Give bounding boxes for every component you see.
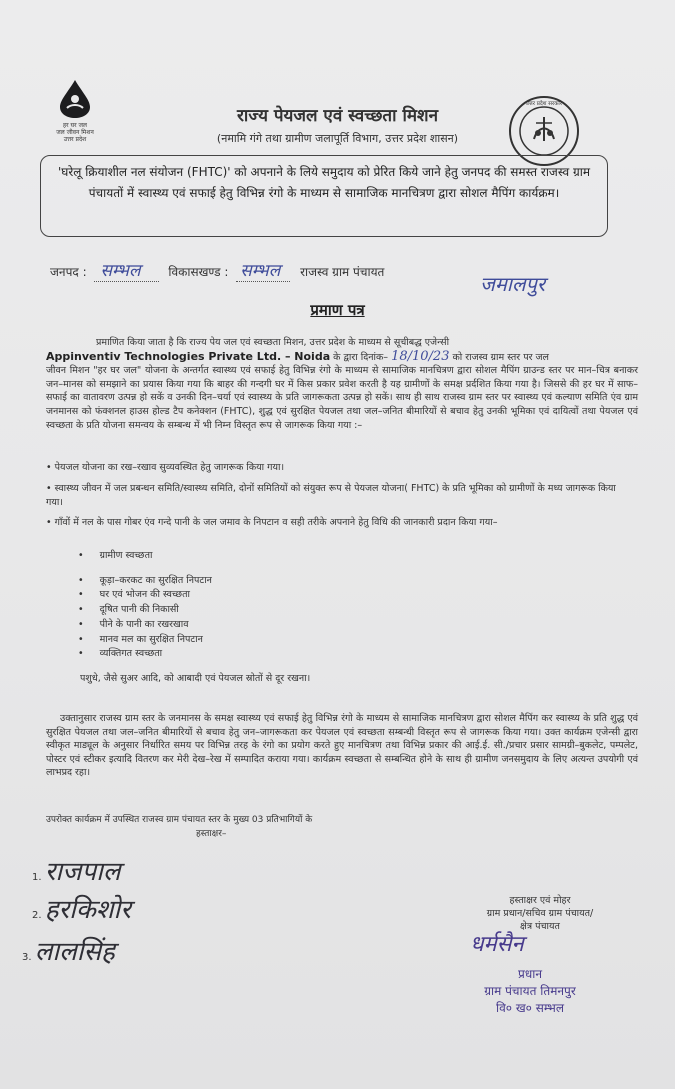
stamp-line-2: ग्राम पंचायत तिमनपुर — [484, 984, 576, 998]
stamp-line-1: प्रधान — [518, 967, 542, 981]
animals-line: पशुधे, जैसे सुअर आदि, को आबादी एवं पेयजल स्रोतों से दूर रखना। — [80, 673, 311, 684]
bullet-3-text: गाँवों में नल के पास गोबर एंव गन्दे पानी के जल जमाव के निपटान व सही तरीके अपनाने हेतु विधि की जानकारी प्रदान किया गया– — [54, 517, 498, 528]
list-item: • व्यक्तिगत स्वच्छता — [78, 647, 212, 662]
program-date: 18/10/23 — [391, 348, 450, 364]
logo-text-3: उत्तर प्रदेश — [63, 136, 87, 143]
janpad-label: जनपद : — [50, 265, 87, 279]
certificate-paragraph-1 — [46, 336, 638, 432]
certificate-title: प्रमाण पत्र — [310, 301, 365, 319]
participants-label-2: हस्ताक्षर– — [196, 829, 227, 839]
participant-3-num: 3. — [22, 952, 32, 963]
para1-line2-rest: को राजस्व ग्राम स्तर पर जल — [452, 351, 549, 363]
participant-3 — [22, 932, 202, 968]
signatory-label-2: ग्राम प्रधान/सचिव ग्राम पंचायत/ — [486, 908, 594, 919]
bullet-2: • स्वास्थ्य जीवन में जल प्रबन्धन समिति/स्वास्थ्य समिति, दोनों समितियों को संयुक्त रूप से पेयजल योजना( FHTC) के प्रति भूमिका को ग्रामीणों के मध्य जागरूक किया गया। — [46, 483, 616, 508]
logo-text-1: हर घर जल — [63, 122, 87, 129]
list-item: • पीने के पानी का रखरखाव — [78, 618, 212, 633]
participant-1 — [32, 852, 192, 888]
participant-1-signature: राजपाल — [44, 857, 121, 887]
header-subtitle: (नमामि गंगे तथा ग्रामीण जलापूर्ति विभाग, उत्तर प्रदेश शासन) — [216, 132, 459, 145]
bullet-1: • पेयजल योजना का रख–रखाव सुव्यवस्थित हेतु जागरूक किया गया। — [46, 462, 285, 473]
seal-text: उत्तर प्रदेश सरकार — [525, 101, 563, 107]
subject-box: 'घरेलू क्रियाशील नल संयोजन (FHTC)' को अपनाने के लिये समुदाय को प्रेरित किये जाने हेतु जनपद की समस्त राजस्व ग्राम पंचायतों में स्वास्थ्य एवं सफाई हेतु विभिन्न रंगो के माध्यम से सामाजिक मानचित्रण द्वारा सोशल मैपिंग कार्यक्रम। — [40, 155, 608, 237]
participant-3-signature: लालसिंह — [34, 937, 115, 967]
signatory-label-1: हस्ताक्षर एवं मोहर — [509, 895, 571, 906]
date-prefix: के द्वारा दिनांक– — [333, 351, 389, 363]
agency-name: Appinventiv Technologies Private Ltd. – Noida — [46, 349, 331, 363]
gram-panchayat-value: जमालपुर — [480, 272, 546, 296]
hygiene-topics-list — [78, 549, 212, 662]
signatory-signature: धर्मसैन — [470, 932, 524, 957]
pradhan-stamp — [440, 966, 620, 1017]
signatory-label-3: क्षेत्र पंचायत — [520, 921, 560, 932]
para1-line2 — [46, 350, 638, 365]
participant-2-num: 2. — [32, 910, 42, 921]
certificate-paragraph-2: उक्तानुसार राजस्व ग्राम स्तर के जनमानस के समक्ष स्वास्थ्य एवं सफाई हेतु विभिन्न रंगो के माध्यम से सामाजिक मानचित्रण द्वारा सोशल मैपिंग कर स्वास्थ्य के प्रति शुद्ध एवं सुरक्षित पेयजल तथा जल–जनित बीमारियों से बचाव हेतु जन–जागरूकता कर पेयजल एवं स्वच्छता सम्बन्धी विस्तृत रूप से जागरूक किया गया। उक्त कार्यक्रम एजेन्सी द्वारा स्वीकृत माड्यूल के अनुसार निर्धारित समय पर विभिन्न तरह के रंगो का प्रयोग करते हुए मानचित्रण तथा विभिन्न प्रकार की आई.ई. सी./प्रचार प्रसार सामग्री–बुकलेट, पम्पलेट, पोस्टर एवं स्टीकर इत्यादि वितरण कर मेरी देख–रेख में सम्पादित कराया गया। कार्यक्रम स्वच्छता से सम्बन्धित होने के साथ ही ग्रामीण जनसमुदाय के लिए अत्यन्त उपयोगी एवं लाभप्रद रहा। — [46, 713, 638, 779]
location-fields — [50, 258, 620, 298]
participants-label: उपरोक्त कार्यक्रम में उपस्थित राजस्व ग्राम पंचायत स्तर के मुख्य 03 प्रतिभागियों के — [46, 815, 313, 825]
vikaskhand-label: विकासखण्ड : — [168, 265, 229, 279]
stamp-line-3: वि० ख० सम्भल — [496, 1001, 564, 1015]
para1-body: जीवन मिशन "हर घर जल" योजना के अन्तर्गत स्वास्थ्य एवं सफाई हेतु विभिन्न रंगो के माध्यम से सामाजिक मानचित्रण द्वारा सोशल मैपिंग ग्राउन्ड स्तर पर मान–चित्र बनाकर जन–मानस को समझाने का प्रयास किया गया कि बाहर की गन्दगी घर में किस प्रकार प्रवेश करती है यह ग्रामीणों के समक्ष प्रर्दशित किया गया है। जिससे की हर घर में साफ–सफाई का वातावरण उत्पन्न हो सकें व उनकी दिन–चर्या एवं स्वास्थ्य के प्रति जागरूकता उत्पन्न हो सकें। साथ ही साथ राजस्व ग्राम स्तर पर स्वास्थ्य एवं कल्याण समिति एंव ग्राम जनमानस को फंक्शनल हाउस होल्ड टैप कनेक्शन (FHTC), शुद्ध एवं सुरक्षित पेयजल तथा जल–जनित बीमारियों से बचाव हेतु उनकी भूमिका एवं दायित्वों तथा पेयजल एवं स्वच्छता के प्रति योजना समन्वय के सम्बन्ध में भी निम्न विस्तृत रूप से जागरूक किया गया :– — [46, 365, 638, 431]
participant-2-signature: हरकिशोर — [44, 895, 131, 925]
logo-text-2: जल जीवन मिशन — [56, 129, 94, 136]
list-item: • दूषित पानी की निकासी — [78, 603, 212, 618]
gram-panchayat-label: राजस्व ग्राम पंचायत — [300, 265, 385, 279]
list-item: • घर एवं भोजन की स्वच्छता — [78, 588, 212, 603]
list-item: • ग्रामीण स्वच्छता — [78, 549, 212, 564]
header-title: राज्य पेयजल एवं स्वच्छता मिशन — [236, 106, 439, 126]
vikaskhand-value: सम्भल — [236, 261, 290, 282]
bullet-1-text: पेयजल योजना का रख–रखाव सुव्यवस्थित हेतु जागरूक किया गया। — [54, 462, 285, 473]
bullet-3: • गाँवों में नल के पास गोबर एंव गन्दे पानी के जल जमाव के निपटान व सही तरीके अपनाने हेतु विधि की जानकारी प्रदान किया गया– — [46, 517, 498, 528]
janpad-value: सम्भल — [94, 261, 158, 282]
bullet-2-text: स्वास्थ्य जीवन में जल प्रबन्धन समिति/स्वास्थ्य समिति, दोनों समितियों को संयुक्त रूप से पेयजल योजना( FHTC) के प्रति भूमिका को ग्रामीणों के मध्य जागरूक किया गया। — [46, 483, 616, 508]
participant-2 — [32, 890, 192, 926]
para1-line1: प्रमाणित किया जाता है कि राज्य पेय जल एवं स्वच्छता मिशन, उत्तर प्रदेश के माध्यम से सूचीबद्ध एजेन्सी — [96, 337, 450, 348]
participant-1-num: 1. — [32, 872, 42, 883]
list-item: • मानव मल का सुरक्षित निपटान — [78, 633, 212, 648]
list-item: • कूड़ा–करकट का सुरक्षित निपटान — [78, 574, 212, 589]
